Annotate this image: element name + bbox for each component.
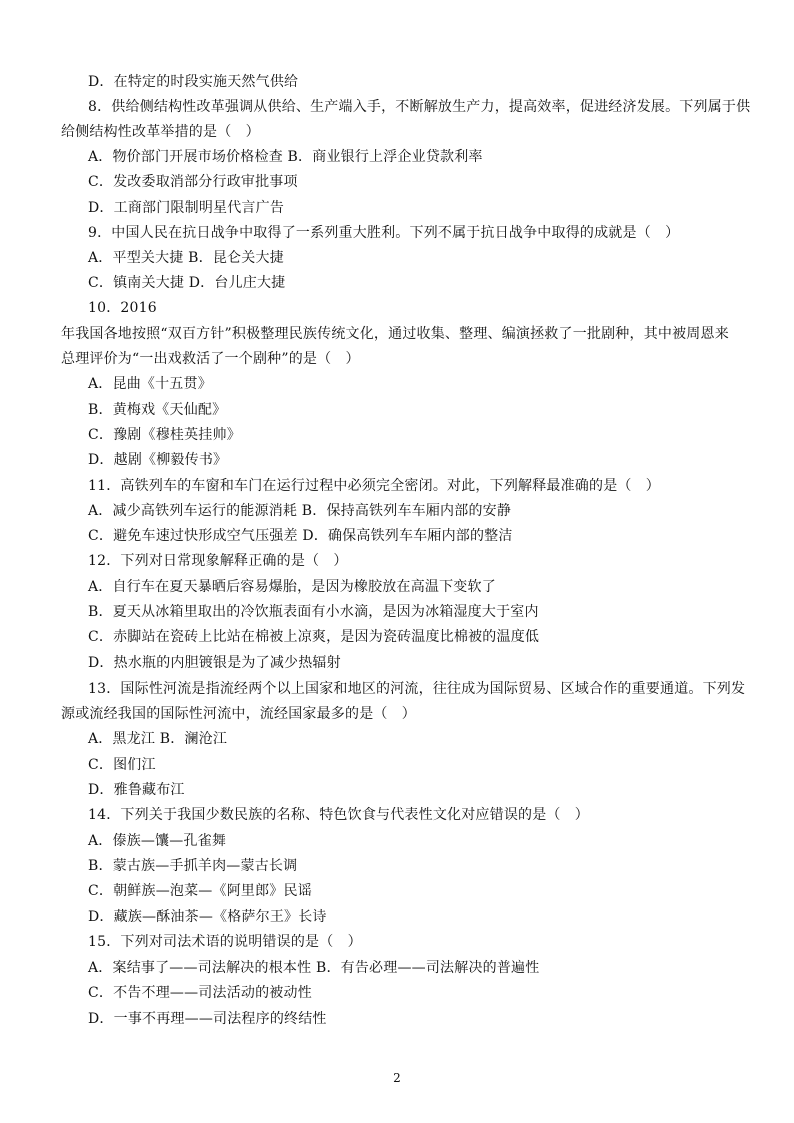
- q13-stem-cont: 源或流经我国的国际性河流中，流经国家最多的是（ ）: [61, 706, 416, 722]
- q7-option-d: D．在特定的时段实施天然气供给: [88, 74, 299, 90]
- q12-option-b: B．夏天从冰箱里取出的冷饮瓶表面有小水滴，是因为冰箱湿度大于室内: [88, 604, 539, 620]
- q10-option-b: B．黄梅戏《天仙配》: [88, 402, 227, 418]
- q11-options-cd: C．避免车速过快形成空气压强差 D．确保高铁列车车厢内部的整洁: [88, 528, 513, 544]
- page-number: 2: [393, 1071, 401, 1085]
- q12-option-c: C．赤脚站在瓷砖上比站在棉被上凉爽，是因为瓷砖温度比棉被的温度低: [88, 629, 540, 645]
- q14-option-a: A．傣族—馕—孔雀舞: [88, 833, 227, 849]
- q14-option-c: C．朝鲜族—泡菜—《阿里郎》民谣: [88, 883, 312, 899]
- q10-number: 10．2016: [88, 300, 157, 316]
- q10-option-d: D．越剧《柳毅传书》: [88, 452, 228, 468]
- q9-options-ab: A．平型关大捷 B．昆仑关大捷: [88, 250, 284, 266]
- q14-option-d: D．藏族—酥油茶—《格萨尔王》长诗: [88, 909, 327, 925]
- q14-stem: 14．下列关于我国少数民族的名称、特色饮食与代表性文化对应错误的是（ ）: [88, 807, 590, 823]
- q8-stem-cont: 给侧结构性改革举措的是（ ）: [61, 124, 260, 140]
- q10-option-a: A．昆曲《十五贯》: [88, 376, 212, 392]
- q13-stem: 13．国际性河流是指流经两个以上国家和地区的河流，往往成为国际贸易、区域合作的重要通道。下列发: [88, 681, 746, 697]
- q10-stem: 年我国各地按照“双百方针”积极整理民族传统文化，通过收集、整理、编演拯救了一批剧种，其中被周恩来: [61, 326, 729, 342]
- q12-option-a: A．自行车在夏天暴晒后容易爆胎，是因为橡胶放在高温下变软了: [88, 579, 496, 595]
- q15-option-d: D．一事不再理——司法程序的终结性: [88, 1011, 327, 1027]
- q13-option-d: D．雅鲁藏布江: [88, 782, 185, 798]
- q11-stem: 11．高铁列车的车窗和车门在运行过程中必须完全密闭。对此，下列解释最准确的是（ ）: [88, 478, 661, 494]
- q13-option-c: C．图们江: [88, 757, 156, 773]
- q15-options-ab: A．案结事了——司法解决的根本性 B．有告必理——司法解决的普遍性: [88, 960, 540, 976]
- q8-options-ab: A．物价部门开展市场价格检查 B．商业银行上浮企业贷款利率: [88, 149, 483, 165]
- q8-option-c: C．发改委取消部分行政审批事项: [88, 174, 298, 190]
- q15-stem: 15．下列对司法术语的说明错误的是（ ）: [88, 934, 362, 950]
- q10-stem-cont: 总理评价为“一出戏救活了一个剧种”的是（ ）: [61, 351, 360, 367]
- q9-stem: 9．中国人民在抗日战争中取得了一系列重大胜利。下列不属于抗日战争中取得的成就是（ ）: [88, 225, 680, 241]
- q12-stem: 12．下列对日常现象解释正确的是（ ）: [88, 553, 348, 569]
- q15-option-c: C．不告不理——司法活动的被动性: [88, 985, 312, 1001]
- q10-option-c: C．豫剧《穆桂英挂帅》: [88, 427, 241, 443]
- q13-options-ab: A．黑龙江 B．澜沧江: [88, 731, 228, 747]
- q11-options-ab: A．减少高铁列车运行的能源消耗 B．保持高铁列车车厢内部的安静: [88, 503, 512, 519]
- q12-option-d: D．热水瓶的内胆镀银是为了减少热辐射: [88, 655, 341, 671]
- q14-option-b: B．蒙古族—手抓羊肉—蒙古长调: [88, 858, 298, 874]
- q8-option-d: D．工商部门限制明星代言广告: [88, 200, 285, 216]
- q8-stem: 8．供给侧结构性改革强调从供给、生产端入手，不断解放生产力，提高效率，促进经济发展。下列属于供: [88, 99, 751, 115]
- q9-options-cd: C．镇南关大捷 D．台儿庄大捷: [88, 275, 286, 291]
